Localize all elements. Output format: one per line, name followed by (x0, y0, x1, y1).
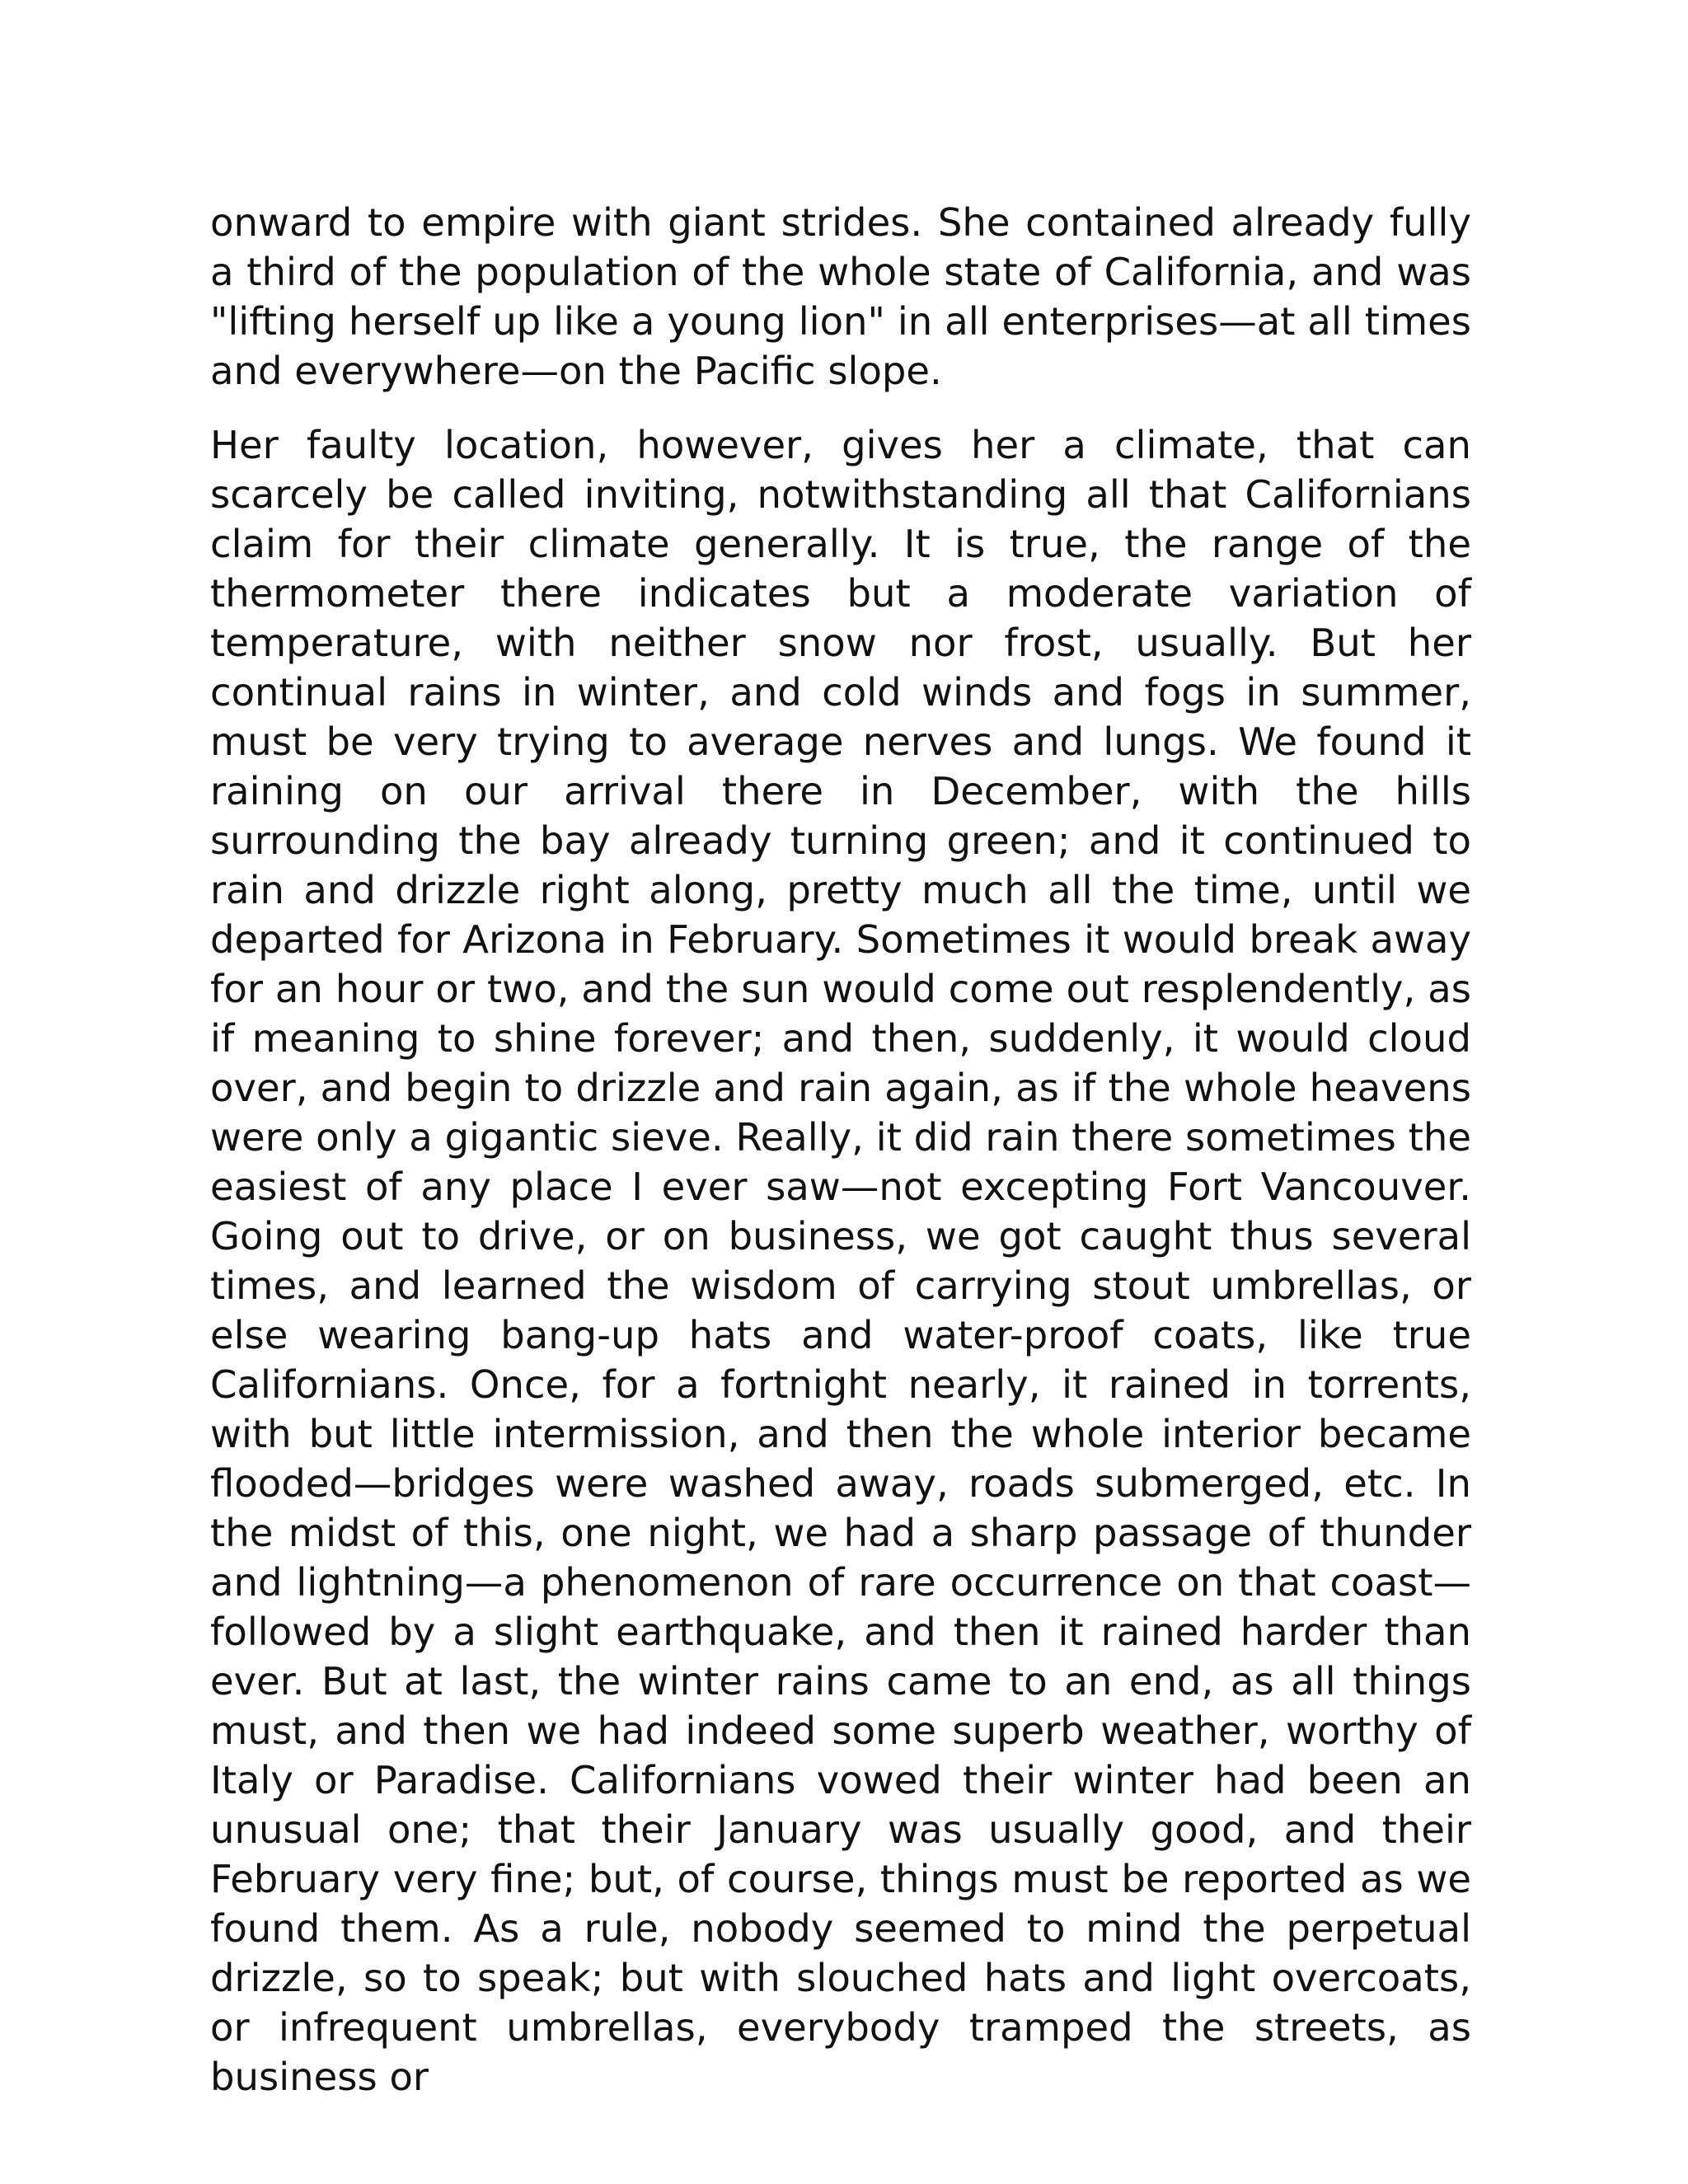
paragraph-2: Her faulty location, however, gives her a climate, that can scarcely be called inviting, notwithstanding all that Californians claim for their climate generally. It is true, the range of the thermometer there indicates but a moderate variation of temperature, with neither snow nor frost, usually. But her continual rains in winter, and cold winds and fogs in summer, must be very trying to average nerves and lungs. We found it raining on our arrival there in December, with the hills surrounding the bay already turning green; and it continued to rain and drizzle right along, pretty much all the time, until we departed for Arizona in February. Sometimes it would break away for an hour or two, and the sun would come out resplendently, as if meaning to shine forever; and then, suddenly, it would cloud over, and begin to drizzle and rain again, as if the whole heavens were only a gigantic sieve. Really, it did rain there sometimes the easiest of any place I ever saw—not excepting Fort Vancouver. Going out to drive, or on business, we got caught thus several times, and learned the wisdom of carrying stout umbrellas, or else wearing bang-up hats and water-proof coats, like true Californians. Once, for a fortnight nearly, it rained in torrents, with but little intermission, and then the whole interior became flooded—bridges were washed away, roads submerged, etc. In the midst of this, one night, we had a sharp passage of thunder and lightning—a phenomenon of rare occurrence on that coast—followed by a slight earthquake, and then it rained harder than ever. But at last, the winter rains came to an end, as all things must, and then we had indeed some superb weather, worthy of Italy or Paradise. Californians vowed their winter had been an unusual one; that their January was usually good, and their February very fine; but, of course, things must be reported as we found them. As a rule, nobody seemed to mind the perpetual drizzle, so to speak; but with slouched hats and light overcoats, or infrequent umbrellas, everybody tramped the streets, as business or (210, 423, 1471, 2099)
body-text (210, 198, 1471, 2102)
paragraph-1: onward to empire with giant strides. She contained already fully a third of the population of the whole state of California, and was "lifting herself up like a young lion" in all enterprises—at all times and everywhere—on the Pacific slope. (210, 200, 1471, 393)
